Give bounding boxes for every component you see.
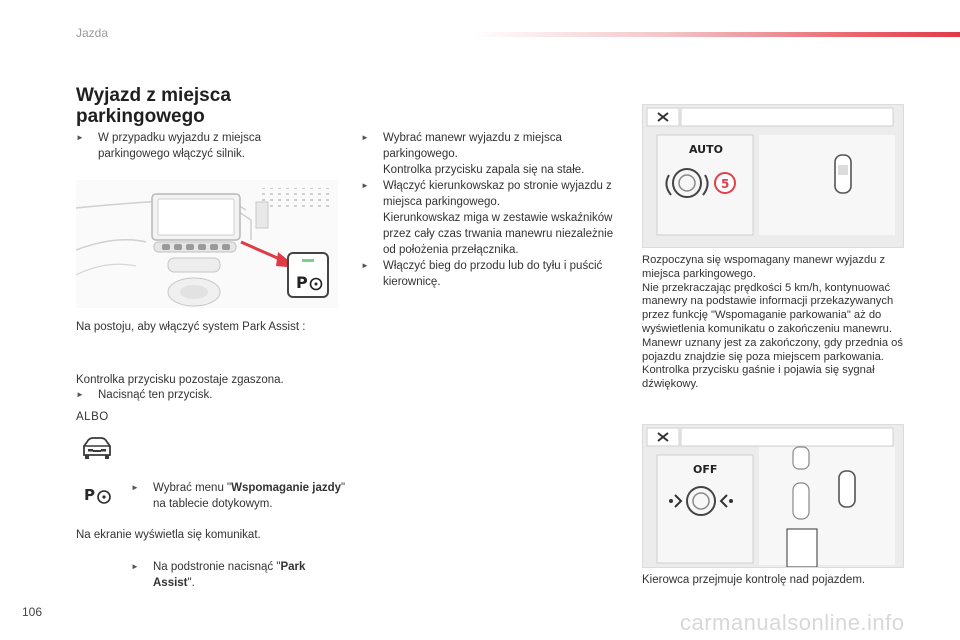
section-header: Jazda (76, 26, 109, 40)
screen-message-note: Na ekranie wyświetla się komunikat. (76, 529, 261, 541)
turn-signal-note: Kierunkowskaz miga w zestawie wskaźników przez cały czas trwania manewru niezależnie od położenia przełącznika. (383, 212, 614, 256)
step-select-menu: ► Wybrać menu "Wspomaganie jazdy" na tablecie dotykowym. (131, 480, 349, 512)
park-assist-icon (84, 484, 114, 506)
park-assist-intro: Na postoju, aby włączyć system Park Assist : (76, 321, 306, 333)
svg-text:P: P (84, 486, 95, 504)
header-accent-bar (470, 32, 960, 37)
maneuver-description: Rozpoczyna się wspomagany manewr wyjazdu z miejsca parkingowego. Nie przekraczając prędkości 5 km/h, kontynuować manewry na podstawie informacji przekazywanych przez funkcję "Wspomaganie parkowania" aż do wyświetlenia komunikatu o zakończeniu manewru. Manewr uznany jest za zakończony, gdy przednia oś pojazdu znajdzie się poza miejscem parkowania. Kontrolka przycisku gaśnie i pojawia się sygnał dźwiękowy. (642, 254, 903, 391)
button-light-note: Kontrolka przycisku pozostaje zgaszona. (76, 374, 284, 386)
watermark: carmanualsonline.info (680, 610, 905, 635)
svg-text:P: P (296, 273, 308, 292)
driver-takes-control: Kierowca przejmuje kontrolę nad pojazdem. (642, 574, 866, 586)
step-turn-signal: ► Włączyć kierunkowskaz po stronie wyjazdu z miejsca parkingowego. (361, 178, 623, 210)
column-2 (361, 130, 623, 290)
maneuver-light-note: Kontrolka przycisku zapala się na stałe. (383, 164, 585, 176)
park-assist-screen-auto (642, 104, 904, 248)
step-press-button: ► Nacisnąć ten przycisk. (76, 387, 338, 403)
page-title: Wyjazd z miejsca parkingowego (76, 85, 231, 127)
dashboard-illustration (76, 180, 338, 308)
svg-text:OFF: OFF (693, 463, 718, 476)
or-label: ALBO (76, 411, 109, 423)
step-select-maneuver: ► Wybrać manewr wyjazdu z miejsca parkingowego. (361, 130, 623, 162)
step-press-park-assist: ► Na podstronie nacisnąć "Park Assist". (131, 559, 349, 591)
step-start-engine: ► W przypadku wyjazdu z miejsca parkingowego włączyć silnik. (76, 130, 298, 162)
svg-text:AUTO: AUTO (689, 143, 723, 156)
step-engage-gear: ► Włączyć bieg do przodu lub do tyłu i puścić kierownicę. (361, 258, 623, 290)
svg-text:5: 5 (721, 177, 730, 191)
park-assist-screen-off (642, 424, 904, 568)
page-number: 106 (22, 605, 43, 619)
car-menu-icon (80, 436, 114, 462)
